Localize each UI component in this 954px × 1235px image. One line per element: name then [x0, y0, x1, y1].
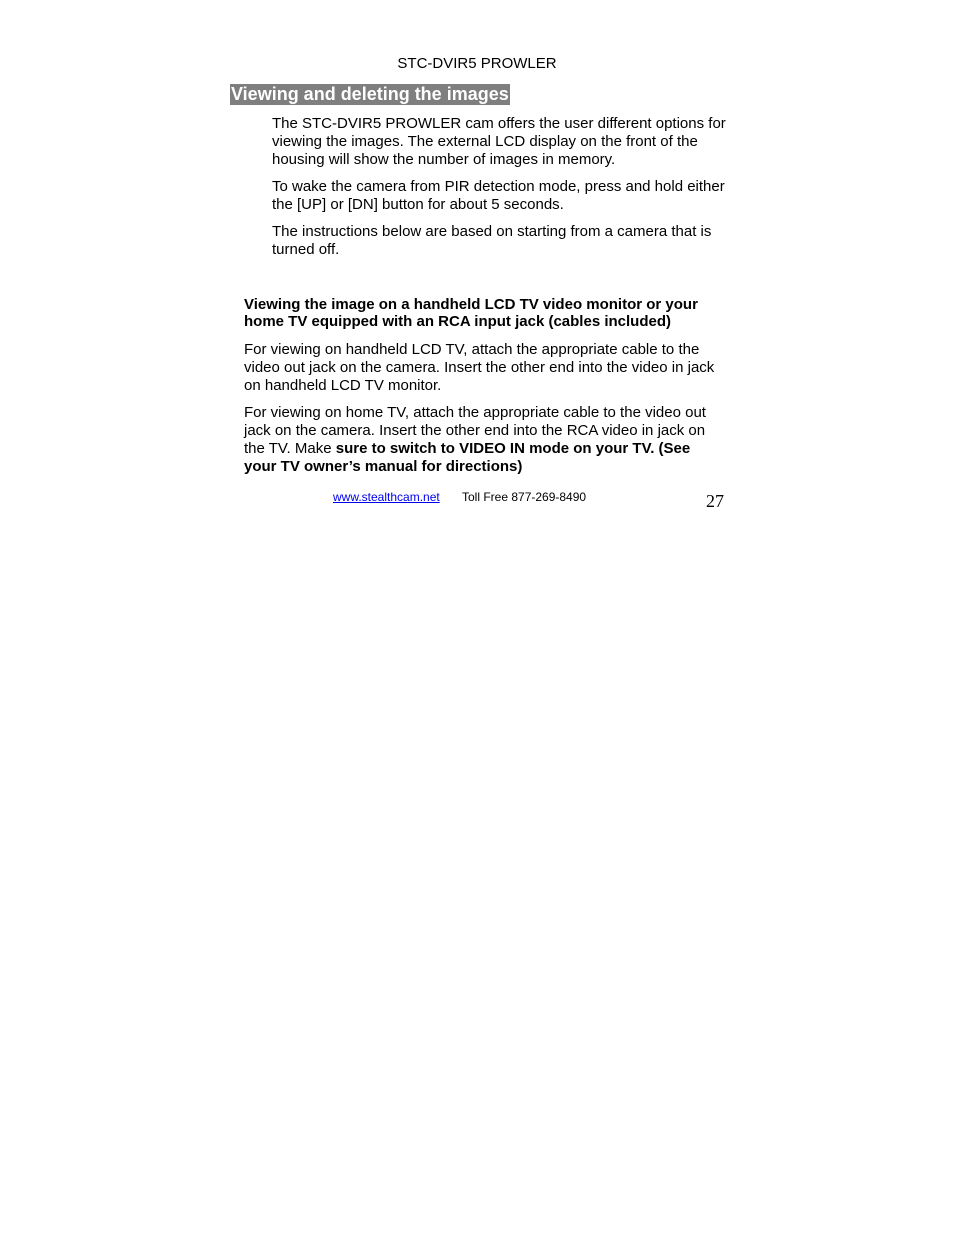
- document-header: STC-DVIR5 PROWLER: [397, 55, 557, 72]
- subsection-title: Viewing the image on a handheld LCD TV video monitor or your home TV equipped with an RCA input jack (cables included): [244, 296, 698, 330]
- video-in-instruction: sure to switch to VIDEO IN mode on your TV. (See your TV owner’s manual for directions): [244, 440, 691, 475]
- toll-free-number: Toll Free 877-269-8490: [462, 490, 587, 504]
- tv-viewing-section: [244, 296, 724, 485]
- page-number: 27: [706, 491, 724, 511]
- handheld-tv-paragraph: For viewing on handheld LCD TV, attach the appropriate cable to the video out jack on the camera. Insert the other end into the video in jack on handheld LCD TV monitor.: [244, 341, 715, 394]
- website-link[interactable]: www.stealthcam.net: [333, 490, 440, 504]
- intro-paragraph-options: The STC-DVIR5 PROWLER cam offers the user different options for viewing the images. The external LCD display on the front of the housing will show the number of images in memory.: [272, 115, 726, 168]
- home-tv-paragraph: [244, 404, 724, 476]
- intro-paragraph-wake: To wake the camera from PIR detection mode, press and hold either the [UP] or [DN] button for about 5 seconds.: [272, 178, 725, 213]
- page-footer: [230, 490, 724, 512]
- home-tv-text: For viewing on home TV, attach the appropriate cable to the video out jack on the camera. Insert the other end into the RCA video in jack on the TV. Make: [244, 404, 706, 457]
- intro-text: [272, 115, 727, 268]
- intro-paragraph-instructions: The instructions below are based on starting from a camera that is turned off.: [272, 223, 712, 258]
- section-title: Viewing and deleting the images: [231, 84, 509, 104]
